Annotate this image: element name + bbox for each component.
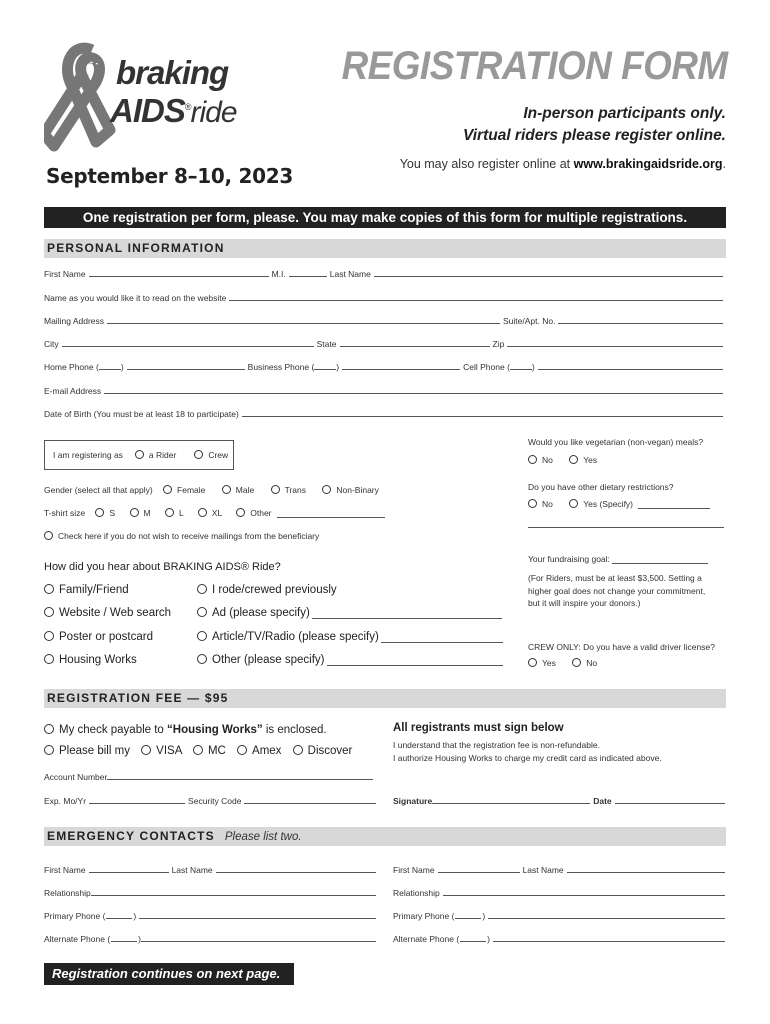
- hear-article-field[interactable]: [381, 633, 503, 643]
- gender-trans-checkbox[interactable]: [271, 485, 280, 494]
- business-area-code[interactable]: [314, 369, 336, 370]
- website-name-row: Name as you would like it to read on the website: [44, 289, 726, 303]
- suite-field[interactable]: [558, 323, 723, 324]
- in-person-note: In-person participants only. Virtual riders please register online.: [462, 105, 726, 144]
- hear-ad: Ad (please specify): [197, 607, 502, 619]
- zip-field[interactable]: [507, 346, 723, 347]
- hear-poster-checkbox[interactable]: [44, 631, 54, 641]
- last-name-field[interactable]: [374, 276, 723, 277]
- size-s-checkbox[interactable]: [95, 508, 104, 517]
- ec2-alternate-area[interactable]: [460, 941, 486, 942]
- date-field[interactable]: [615, 803, 725, 804]
- veg-options: No Yes: [528, 455, 597, 465]
- size-m-checkbox[interactable]: [130, 508, 139, 517]
- hear-article-checkbox[interactable]: [197, 631, 207, 641]
- cell-phone-field[interactable]: [538, 369, 723, 370]
- size-xl-checkbox[interactable]: [198, 508, 207, 517]
- no-mail-row: Check here if you do not wish to receive mailings from the beneficiary: [44, 531, 319, 541]
- account-number-field[interactable]: [107, 779, 373, 780]
- business-phone-field[interactable]: [342, 369, 460, 370]
- account-row: Account Number: [44, 768, 376, 782]
- license-yes-checkbox[interactable]: [528, 658, 537, 667]
- mi-field[interactable]: [289, 276, 327, 277]
- dob-field[interactable]: [242, 416, 723, 417]
- veg-question: Would you like vegetarian (non-vegan) meals?: [528, 437, 704, 447]
- hear-website-checkbox[interactable]: [44, 607, 54, 617]
- dob-row: Date of Birth (You must be at least 18 to participate): [44, 405, 726, 419]
- check-option: My check payable to “Housing Works” is enclosed.: [44, 724, 327, 736]
- city-field[interactable]: [62, 346, 314, 347]
- rider-checkbox[interactable]: [135, 450, 144, 459]
- ec1-first-field[interactable]: [89, 872, 169, 873]
- mc-checkbox[interactable]: [193, 745, 203, 755]
- first-name-field[interactable]: [89, 276, 269, 277]
- address-row: Mailing Address Suite/Apt. No.: [44, 312, 726, 326]
- ec2-primary-row: Primary Phone ( ): [393, 907, 725, 921]
- ec2-name-row: First Name Last Name: [393, 861, 725, 875]
- hear-website: Website / Web search: [44, 607, 171, 619]
- hear-rode-previously: I rode/crewed previously: [197, 584, 337, 596]
- hear-housing-works-checkbox[interactable]: [44, 654, 54, 664]
- hear-article: Article/TV/Radio (please specify): [197, 631, 503, 643]
- hear-family: Family/Friend: [44, 584, 129, 596]
- gender-nonbinary-checkbox[interactable]: [322, 485, 331, 494]
- hear-housing-works: Housing Works: [44, 654, 137, 666]
- ec2-alternate-row: Alternate Phone ( ): [393, 930, 725, 944]
- home-area-code[interactable]: [99, 369, 121, 370]
- ec2-first-field[interactable]: [438, 872, 520, 873]
- gender-male-checkbox[interactable]: [222, 485, 231, 494]
- ec1-relationship-row: Relationship: [44, 884, 376, 898]
- ec1-last-field[interactable]: [216, 872, 376, 873]
- hear-poster: Poster or postcard: [44, 631, 153, 643]
- personal-info-header: PERSONAL INFORMATION: [44, 239, 726, 258]
- emergency-header: EMERGENCY CONTACTS Please list two.: [44, 827, 726, 846]
- ec1-primary-field[interactable]: [139, 918, 376, 919]
- ec2-relationship-field[interactable]: [443, 895, 725, 896]
- diet-no-checkbox[interactable]: [528, 499, 537, 508]
- mailing-address-field[interactable]: [107, 323, 500, 324]
- fundraising-goal-field[interactable]: [612, 554, 708, 564]
- instruction-banner: One registration per form, please. You may make copies of this form for multiple registrations.: [44, 207, 726, 228]
- state-field[interactable]: [340, 346, 490, 347]
- event-dates: September 8–10, 2023: [46, 164, 293, 188]
- ec2-alternate-field[interactable]: [493, 941, 725, 942]
- tshirt-row: T-shirt size S M L XL Other: [44, 508, 385, 518]
- email-row: E-mail Address: [44, 382, 726, 396]
- exp-row: Exp. Mo/Yr Security Code: [44, 792, 376, 806]
- check-checkbox[interactable]: [44, 724, 54, 734]
- email-field[interactable]: [104, 393, 723, 394]
- exp-field[interactable]: [89, 803, 185, 804]
- ec1-relationship-field[interactable]: [91, 895, 376, 896]
- logo-aids-ride: AIDS®ride: [110, 92, 237, 129]
- hear-other-field[interactable]: [327, 656, 503, 666]
- crew-checkbox[interactable]: [194, 450, 203, 459]
- website-link[interactable]: www.brakingaidsride.org: [573, 157, 723, 171]
- crew-license-options: Yes No: [528, 658, 597, 668]
- discover-checkbox[interactable]: [293, 745, 303, 755]
- ec1-alternate-field[interactable]: [141, 941, 376, 942]
- sign-title: All registrants must sign below: [393, 722, 564, 734]
- ec2-relationship-row: Relationship: [393, 884, 725, 898]
- ec1-alternate-row: Alternate Phone ( ): [44, 930, 376, 944]
- diet-question: Do you have other dietary restrictions?: [528, 482, 674, 492]
- license-no-checkbox[interactable]: [572, 658, 581, 667]
- size-l-checkbox[interactable]: [165, 508, 174, 517]
- veg-no-checkbox[interactable]: [528, 455, 537, 464]
- registering-as-box: I am registering as a Rider Crew: [44, 440, 234, 470]
- ec1-alternate-area[interactable]: [111, 941, 137, 942]
- continues-next-page: Registration continues on next page.: [44, 963, 294, 985]
- hear-other-checkbox[interactable]: [197, 654, 207, 664]
- bill-checkbox[interactable]: [44, 745, 54, 755]
- logo: [44, 42, 254, 154]
- visa-checkbox[interactable]: [141, 745, 151, 755]
- veg-yes-checkbox[interactable]: [569, 455, 578, 464]
- ec1-primary-row: Primary Phone ( ): [44, 907, 376, 921]
- no-mail-checkbox[interactable]: [44, 531, 53, 540]
- hear-rode-checkbox[interactable]: [197, 584, 207, 594]
- security-code-field[interactable]: [244, 803, 376, 804]
- signature-row: Signature Date: [393, 792, 725, 806]
- name-row: First Name M.I. Last Name: [44, 265, 726, 279]
- registration-fee-header: REGISTRATION FEE — $95: [44, 689, 726, 708]
- logo-braking: braking: [116, 54, 229, 91]
- diet-specify-line2[interactable]: [528, 527, 724, 528]
- ec1-name-row: First Name Last Name: [44, 861, 376, 875]
- diet-specify-field[interactable]: [638, 499, 710, 509]
- crew-license-question: CREW ONLY: Do you have a valid driver license?: [528, 642, 715, 652]
- size-other-field[interactable]: [277, 508, 385, 518]
- size-other-checkbox[interactable]: [236, 508, 245, 517]
- ec2-last-field[interactable]: [567, 872, 725, 873]
- cell-area-code[interactable]: [510, 369, 532, 370]
- phone-row: Home Phone ( ) Business Phone ( ) Cell Phone ( ): [44, 358, 726, 372]
- diet-options: No Yes (Specify): [528, 499, 710, 509]
- home-phone-field[interactable]: [127, 369, 245, 370]
- hear-ad-checkbox[interactable]: [197, 607, 207, 617]
- hear-question: How did you hear about BRAKING AIDS® Ride?: [44, 561, 281, 573]
- hear-family-checkbox[interactable]: [44, 584, 54, 594]
- ec2-primary-area[interactable]: [455, 918, 481, 919]
- page-title: REGISTRATION FORM: [341, 44, 728, 88]
- bill-option: Please bill my VISA MC Amex Discover: [44, 745, 352, 757]
- goal-note: (For Riders, must be at least $3,500. Setting a higher goal does not change your commitment, but it will inspire your donors.): [528, 573, 706, 608]
- gender-row: Gender (select all that apply) Female Male Trans Non-Binary: [44, 485, 379, 495]
- website-name-field[interactable]: [229, 300, 723, 301]
- signature-field[interactable]: [432, 803, 590, 804]
- ec2-primary-field[interactable]: [488, 918, 725, 919]
- hear-other: Other (please specify): [197, 654, 503, 666]
- gender-female-checkbox[interactable]: [163, 485, 172, 494]
- register-online-note: You may also register online at www.brakingaidsride.org.: [399, 157, 726, 171]
- city-row: City State Zip: [44, 335, 726, 349]
- fundraising-goal: Your fundraising goal:: [528, 554, 708, 564]
- amex-checkbox[interactable]: [237, 745, 247, 755]
- diet-yes-checkbox[interactable]: [569, 499, 578, 508]
- sign-terms: I understand that the registration fee is non-refundable. I authorize Housing Works to charge my credit card as indicated above.: [393, 740, 662, 763]
- hear-ad-field[interactable]: [312, 609, 502, 619]
- ec1-primary-area[interactable]: [106, 918, 132, 919]
